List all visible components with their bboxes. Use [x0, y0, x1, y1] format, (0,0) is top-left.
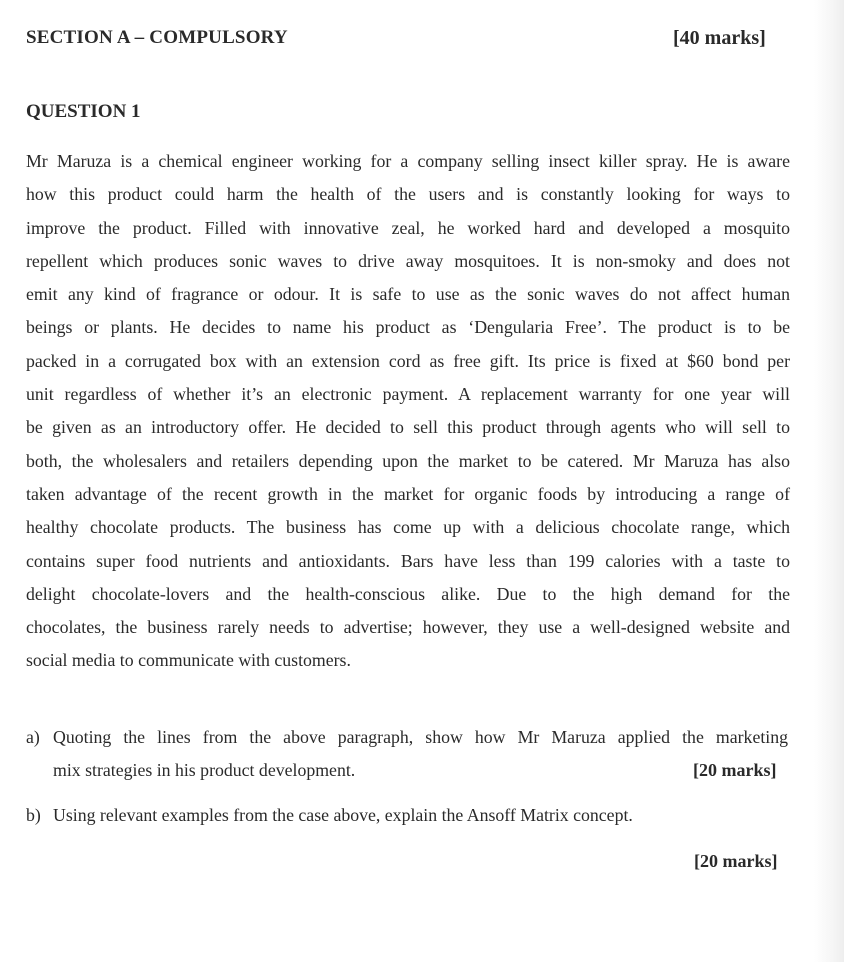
- paragraph-line: healthy chocolate products. The business has come up with a delicious chocolate range, which: [26, 517, 790, 538]
- paragraph-line: packed in a corrugated box with an extension cord as free gift. Its price is fixed at $60 bond per: [26, 350, 790, 371]
- paragraph-line: how this product could harm the health of the users and is constantly looking for ways to: [26, 184, 790, 205]
- paragraph-line: social media to communicate with customers.: [26, 650, 351, 671]
- paragraph-line: repellent which produces sonic waves to drive away mosquitoes. It is non-smoky and does not: [26, 250, 790, 271]
- paragraph-line: both, the wholesalers and retailers depending upon the market to be catered. Mr Maruza has also: [26, 450, 790, 471]
- page-edge-shadow: [814, 0, 844, 962]
- paragraph-line: be given as an introductory offer. He decided to sell this product through agents who will sell to: [26, 417, 790, 438]
- paragraph-line: contains super food nutrients and antioxidants. Bars have less than 199 calories with a taste to: [26, 550, 790, 571]
- paragraph-line: chocolates, the business rarely needs to advertise; however, they use a well-designed website and: [26, 617, 790, 638]
- sub-question-label: a): [26, 727, 40, 747]
- section-marks: [40 marks]: [673, 27, 766, 49]
- sub-question-text-line: Quoting the lines from the above paragraph, show how Mr Maruza applied the marketing: [53, 727, 788, 747]
- paragraph-line: unit regardless of whether it’s an electronic payment. A replacement warranty for one year will: [26, 384, 790, 405]
- question-title: QUESTION 1: [26, 101, 141, 122]
- sub-question-text-line: Using relevant examples from the case above, explain the Ansoff Matrix concept.: [53, 805, 633, 825]
- sub-question-marks: [20 marks]: [694, 851, 778, 871]
- sub-question-b: [26, 805, 790, 875]
- paragraph-line: improve the product. Filled with innovative zeal, he worked hard and developed a mosquito: [26, 217, 790, 238]
- paragraph-line: Mr Maruza is a chemical engineer working for a company selling insect killer spray. He is aware: [26, 151, 790, 171]
- paragraph-line: taken advantage of the recent growth in the market for organic foods by introducing a range of: [26, 483, 790, 504]
- sub-question-label: b): [26, 805, 41, 825]
- section-title: SECTION A – COMPULSORY: [26, 27, 288, 48]
- sub-question-text-line: mix strategies in his product development.: [53, 760, 356, 780]
- sub-question-marks: [20 marks]: [693, 760, 777, 780]
- paragraph-line: delight chocolate-lovers and the health-conscious alike. Due to the high demand for the: [26, 583, 790, 604]
- paragraph-line: beings or plants. He decides to name his product as ‘Dengularia Free’. The product is to be: [26, 317, 790, 338]
- paragraph-line: emit any kind of fragrance or odour. It is safe to use as the sonic waves do not affect human: [26, 284, 790, 305]
- sub-question-a: [26, 727, 790, 787]
- case-study-paragraph: [26, 145, 790, 678]
